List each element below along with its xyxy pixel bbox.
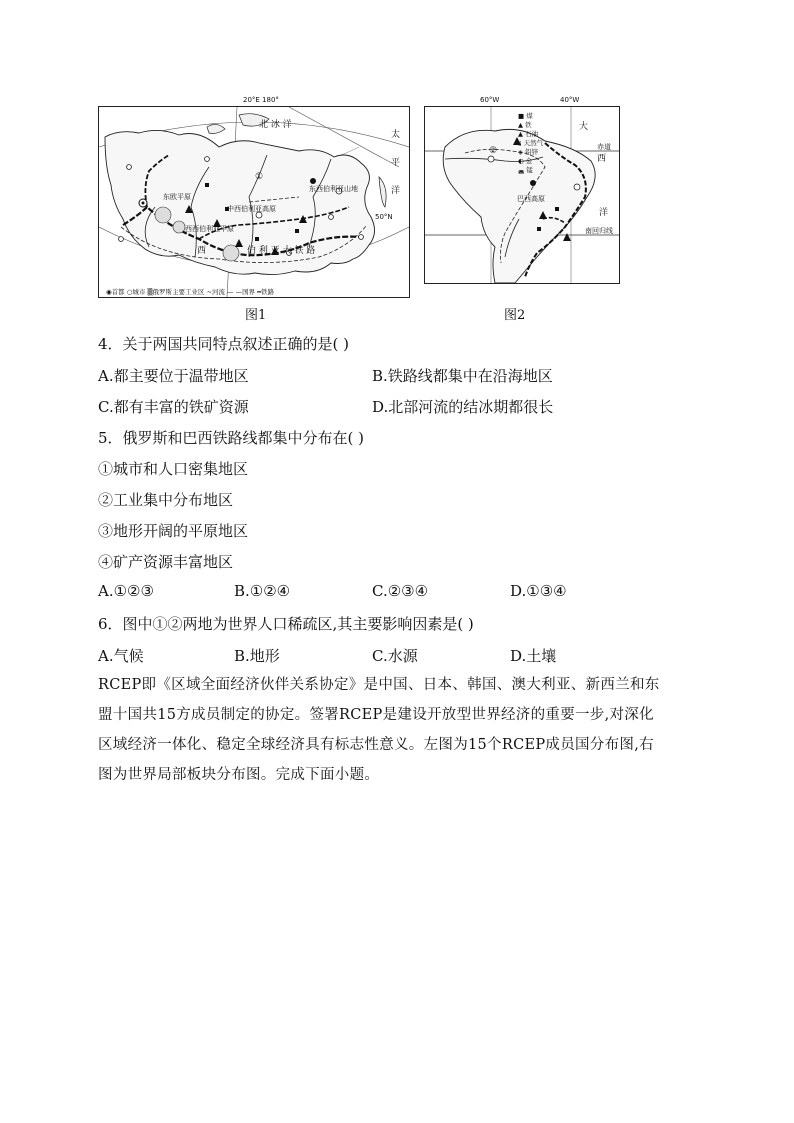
label-marker-1: ① — [255, 172, 264, 182]
label-pacific-1: 太 — [391, 130, 401, 140]
label-tropic: 南回归线 — [585, 227, 613, 235]
passage-line-4: 图为世界局部板块分布图。完成下面小题。 — [98, 767, 380, 783]
russia-map-graphic — [99, 107, 409, 297]
label-railway-name: 伯 利 亚 大 铁 路 — [247, 246, 316, 256]
label-atlantic-3: 洋 — [599, 208, 609, 218]
label-equator: 赤道 — [597, 143, 611, 151]
legend-gas: ▯ 天然气 — [518, 139, 544, 147]
label-marker-2: ② — [489, 146, 498, 156]
label-atlantic-2: 西 — [597, 154, 607, 164]
label-east-siberian-mountains: 东西伯利亚山地 — [309, 185, 358, 193]
fig1-coordinate-label: 20°E 180° — [243, 96, 279, 104]
q6-option-d: D.土壤 — [510, 647, 557, 665]
fig2-coordinate-right: 40°W — [560, 96, 580, 104]
q5-item-4: ④矿产资源丰富地区 — [98, 553, 234, 571]
legend-lead-zinc: ◈ 铅锌 — [518, 148, 539, 156]
label-ob-char: 西 — [197, 246, 207, 256]
fig1-legend: ◉首都 ○城市 ▒俄罗斯主要工业区 ∼河流 — —国界 ━铁路 — [106, 288, 275, 296]
legend-iron: ▲ 铁 — [518, 121, 532, 129]
q4-option-c: C.都有丰富的铁矿资源 — [98, 398, 249, 416]
legend-oil: ▲ 石油 — [518, 130, 539, 138]
passage-line-2: 盟十国共15方成员制定的协定。签署RCEP是建设开放型世界经济的重要一步,对深化 — [98, 707, 654, 723]
q5-item-3: ③地形开阔的平原地区 — [98, 522, 249, 540]
q5-option-b: B.①②④ — [234, 582, 291, 600]
label-west-siberian-plain: 西西伯利亚平原 — [185, 225, 234, 233]
passage-line-1: RCEP即《区域全面经济伙伴关系协定》是中国、日本、韩国、澳大利亚、新西兰和东 — [98, 677, 660, 693]
russia-map — [98, 106, 410, 298]
fig1-caption: 图1 — [245, 308, 267, 323]
legend-gold: ◐ 金 — [518, 157, 533, 165]
label-lat-50: 50°N — [375, 213, 393, 221]
q5-option-a: A.①②③ — [98, 582, 154, 600]
label-brazil-plateau: 巴西高原 — [517, 195, 545, 203]
label-atlantic-1: 大 — [579, 122, 589, 132]
fig2-caption: 图2 — [504, 308, 526, 323]
label-pacific-2: 平 — [391, 158, 401, 168]
q5-item-1: ①城市和人口密集地区 — [98, 460, 249, 478]
q4-option-a: A.都主要位于温带地区 — [98, 367, 249, 385]
q4-option-d: D.北部河流的结冰期都很长 — [372, 398, 554, 416]
q6-option-c: C.水源 — [372, 647, 418, 665]
q5-item-2: ②工业集中分布地区 — [98, 491, 234, 509]
label-arctic-ocean: 北 冰 洋 — [259, 120, 292, 130]
label-pacific-3: 洋 — [391, 186, 401, 196]
q4-stem: 4．关于两国共同特点叙述正确的是( ) — [98, 335, 350, 353]
q4-option-b: B.铁路线都集中在沿海地区 — [372, 367, 553, 385]
rcep-passage — [98, 670, 708, 790]
fig2-legend — [518, 112, 543, 175]
passage-line-3: 区域经济一体化、稳定全球经济具有标志性意义。左图为15个RCEP成员国分布图,右 — [98, 737, 654, 753]
q6-option-a: A.气候 — [98, 647, 144, 665]
label-central-siberian-plateau: 中西伯利亚高原 — [227, 205, 276, 213]
q5-option-c: C.②③④ — [372, 582, 429, 600]
fig2-coordinate-left: 60°W — [480, 96, 500, 104]
legend-coal: ■ 煤 — [518, 112, 533, 120]
q6-option-b: B.地形 — [234, 647, 280, 665]
q6-stem: 6．图中①②两地为世界人口稀疏区,其主要影响因素是( ) — [98, 615, 474, 633]
q5-stem: 5．俄罗斯和巴西铁路线都集中分布在( ) — [98, 429, 365, 447]
legend-manganese: ◛ 锰 — [518, 166, 533, 174]
q5-option-d: D.①③④ — [510, 582, 567, 600]
label-east-european-plain: 东欧平原 — [163, 193, 191, 201]
